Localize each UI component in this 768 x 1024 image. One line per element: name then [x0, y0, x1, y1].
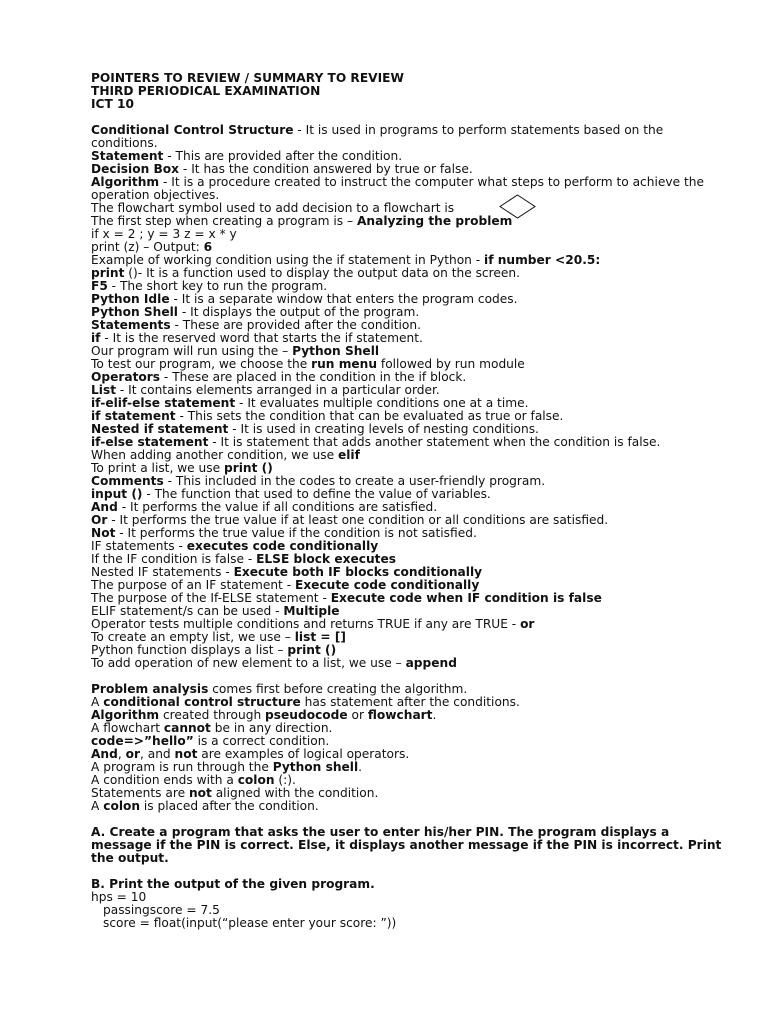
bold-term: Multiple — [283, 604, 340, 618]
text-segment: To add operation of new element to a list, we use – — [91, 656, 406, 670]
text-segment: . — [358, 760, 363, 774]
text-segment: - This included in the codes to create a user-friendly program. — [163, 474, 546, 488]
bold-term: And — [91, 747, 118, 761]
code-block — [91, 891, 731, 930]
text-segment: - This sets the condition that can be evaluated as true or false. — [175, 409, 564, 423]
text-segment: - It is the reserved word that starts the if statement. — [100, 331, 423, 345]
text-line — [91, 878, 731, 891]
text-segment: is a correct condition. — [193, 734, 330, 748]
text-segment: A flowchart — [91, 721, 164, 735]
text-line — [91, 124, 731, 150]
text-segment: if x = 2 ; y = 3 z = x * y — [91, 227, 237, 241]
text-segment: Example of working condition using the if statement in Python - — [91, 253, 485, 267]
text-segment: - It is statement that adds another statement when the condition is false. — [208, 435, 661, 449]
bold-term: Statements — [91, 318, 171, 332]
bold-term: Not — [91, 526, 116, 540]
text-segment: The first step when creating a program is – — [91, 214, 357, 228]
bold-term: Python Shell — [292, 344, 380, 358]
text-segment: be in any direction. — [210, 721, 333, 735]
text-segment: - It is a procedure created to instruct the computer what steps to perform to achieve the operation objectives. — [91, 175, 704, 202]
text-segment: A — [91, 799, 104, 813]
text-segment: or — [347, 708, 368, 722]
bold-term: List — [91, 383, 117, 397]
bold-term: Python Shell — [91, 305, 178, 319]
bold-term: print — [91, 266, 125, 280]
text-segment: followed by run module — [377, 357, 525, 371]
bold-term: Comments — [91, 474, 164, 488]
code-line: hps = 10 — [91, 890, 147, 904]
text-segment: Statements are — [91, 786, 189, 800]
text-segment: When adding another condition, we use — [91, 448, 338, 462]
bold-term: Statement — [91, 149, 164, 163]
text-segment: - It performs the true value if at least one condition or all conditions are satisfied. — [107, 513, 609, 527]
text-segment: - It is a separate window that enters the program codes. — [169, 292, 518, 306]
bold-term: Nested if statement — [91, 422, 229, 436]
text-segment: . — [432, 708, 437, 722]
bold-term: cannot — [163, 721, 211, 735]
bold-term: input () — [91, 487, 143, 501]
bold-term: list = [] — [294, 630, 346, 644]
text-segment: - It performs the value if all conditions are satisfied. — [117, 500, 438, 514]
bold-term: executes code conditionally — [186, 539, 379, 553]
bold-term: flowchart — [367, 708, 433, 722]
bold-term: Problem analysis — [91, 682, 209, 696]
bold-term: not — [174, 747, 198, 761]
bold-term: 6 — [203, 240, 213, 254]
bold-term: B. Print the output of the given program. — [91, 877, 375, 891]
code-line: passingscore = 7.5 — [103, 903, 220, 917]
bold-term: run menu — [311, 357, 378, 371]
text-segment: - The short key to run the program. — [107, 279, 328, 293]
text-segment: ()- It is a function used to display the output data on the screen. — [124, 266, 520, 280]
text-line — [91, 176, 731, 202]
document-body — [91, 124, 731, 891]
bold-term: print () — [287, 643, 337, 657]
bold-term: Analyzing the problem — [356, 214, 513, 228]
decision-diamond-icon — [499, 194, 536, 219]
text-segment: If the IF condition is false - — [91, 552, 257, 566]
bold-term: A. Create a program that asks the user to enter his/her PIN. The program displays a message if the PIN is correct. Else, it displays another message if the PIN is incorrect. Print the output. — [91, 825, 722, 865]
header-line: POINTERS TO REVIEW / SUMMARY TO REVIEW — [91, 71, 404, 85]
text-segment: - It performs the true value if the condition is not satisfied. — [115, 526, 477, 540]
text-segment: are examples of logical operators. — [197, 747, 410, 761]
bold-term: Operators — [91, 370, 161, 384]
code-line: score = float(input(“please enter your score: ”)) — [103, 916, 397, 930]
text-segment: Nested IF statements - — [91, 565, 234, 579]
text-segment: The purpose of an IF statement - — [91, 578, 295, 592]
bold-term: if-elif-else statement — [91, 396, 236, 410]
header-line: ICT 10 — [91, 97, 134, 111]
text-segment: - It evaluates multiple conditions one at a time. — [235, 396, 529, 410]
bold-term: Decision Box — [91, 162, 180, 176]
document-page — [91, 72, 731, 930]
text-segment: print (z) – Output: — [91, 240, 204, 254]
bold-term: if number <20.5: — [484, 253, 601, 267]
bold-term: or — [520, 617, 535, 631]
text-segment: IF statements - — [91, 539, 187, 553]
bold-term: if statement — [91, 409, 176, 423]
text-segment: aligned with the condition. — [211, 786, 379, 800]
text-segment: is placed after the condition. — [140, 799, 319, 813]
bold-term: Execute both IF blocks conditionally — [233, 565, 483, 579]
bold-term: elif — [337, 448, 360, 462]
bold-term: conditional control structure — [103, 695, 301, 709]
bold-term: Algorithm — [91, 175, 160, 189]
text-segment: - The function that used to define the value of variables. — [142, 487, 491, 501]
text-segment: Python function displays a list – — [91, 643, 288, 657]
document-header — [91, 72, 731, 111]
text-segment: To create an empty list, we use – — [91, 630, 295, 644]
text-segment: - These are placed in the condition in the if block. — [160, 370, 467, 384]
text-segment: The purpose of the If-ELSE statement - — [91, 591, 331, 605]
text-segment: (:). — [274, 773, 296, 787]
bold-term: Algorithm — [91, 708, 160, 722]
bold-term: Conditional Control Structure — [91, 123, 294, 137]
bold-term: F5 — [91, 279, 108, 293]
bold-term: And — [91, 500, 118, 514]
text-segment: - It is used in creating levels of nesting conditions. — [228, 422, 539, 436]
bold-term: append — [405, 656, 457, 670]
bold-term: Python shell — [272, 760, 359, 774]
bold-term: colon — [103, 799, 141, 813]
bold-term: if-else statement — [91, 435, 209, 449]
bold-term: or — [125, 747, 140, 761]
bold-term: Python Idle — [91, 292, 170, 306]
text-segment: To test our program, we choose the — [91, 357, 312, 371]
text-segment: - It is used in programs to perform statements based on the conditions. — [91, 123, 664, 150]
bold-term: pseudocode — [265, 708, 348, 722]
text-segment: - It contains elements arranged in a particular order. — [116, 383, 440, 397]
text-segment: To print a list, we use — [91, 461, 224, 475]
bold-term: print () — [224, 461, 273, 475]
text-segment: A — [91, 695, 104, 709]
text-line — [91, 826, 731, 865]
bold-term: Execute code conditionally — [295, 578, 480, 592]
text-segment: The flowchart symbol used to add decision to a flowchart is — [91, 201, 455, 215]
text-segment: - It has the condition answered by true or false. — [179, 162, 473, 176]
text-line — [91, 800, 731, 813]
text-segment: ELIF statement/s can be used - — [91, 604, 284, 618]
text-segment: , and — [139, 747, 175, 761]
text-segment: - It displays the output of the program. — [177, 305, 420, 319]
bold-term: not — [188, 786, 212, 800]
text-segment: created through — [159, 708, 266, 722]
bold-term: colon — [237, 773, 275, 787]
text-segment: , — [117, 747, 126, 761]
header-line: THIRD PERIODICAL EXAMINATION — [91, 84, 321, 98]
text-segment: A program is run through the — [91, 760, 273, 774]
text-segment: - This are provided after the condition. — [163, 149, 403, 163]
text-segment: comes first before creating the algorithm. — [208, 682, 468, 696]
text-segment: Our program will run using the – — [91, 344, 293, 358]
bold-term: code=>”hello” — [91, 734, 194, 748]
text-segment: has statement after the conditions. — [300, 695, 520, 709]
text-segment: - These are provided after the condition. — [170, 318, 421, 332]
text-segment: Operator tests multiple conditions and returns TRUE if any are TRUE - — [91, 617, 521, 631]
bold-term: Or — [91, 513, 108, 527]
bold-term: Execute code when IF condition is false — [330, 591, 602, 605]
bold-term: ELSE block executes — [256, 552, 397, 566]
bold-term: if — [91, 331, 101, 345]
text-line — [91, 657, 731, 670]
text-segment: A condition ends with a — [91, 773, 238, 787]
